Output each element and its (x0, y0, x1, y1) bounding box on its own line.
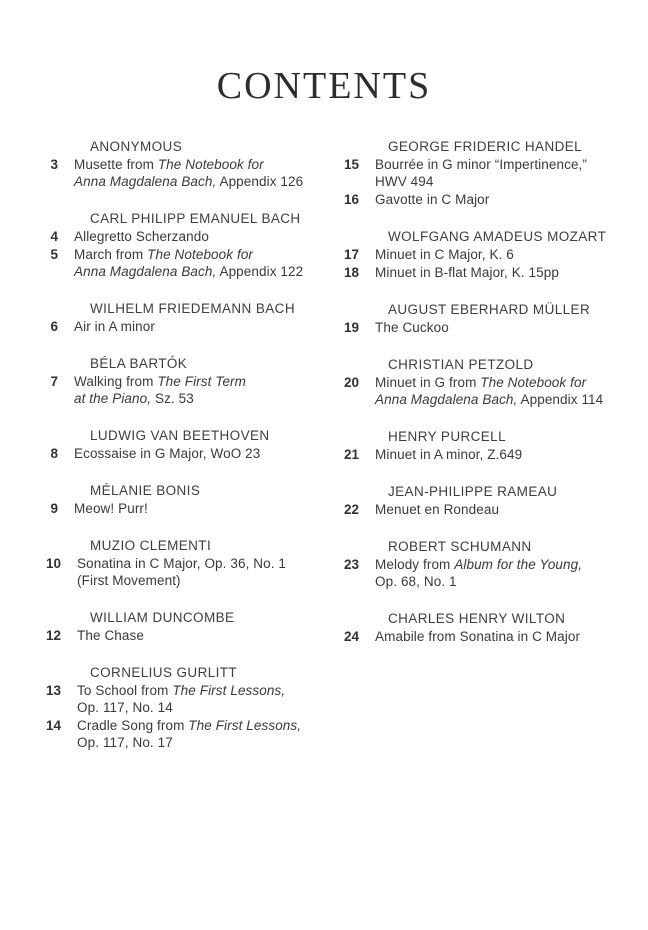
composer-heading: ANONYMOUS (90, 138, 183, 154)
toc-entry (46, 228, 324, 245)
entry-page-number: 7 (50, 373, 58, 389)
entry-page-number: 9 (50, 500, 58, 516)
composer-section (46, 482, 324, 517)
toc-entry (46, 682, 324, 716)
entry-title: The Cuckoo (375, 319, 449, 335)
composer-heading: GEORGE FRIDERIC HANDEL (388, 138, 583, 154)
toc-column-right (344, 138, 630, 771)
composer-heading: CORNELIUS GURLITT (90, 664, 238, 680)
composer-heading: WILLIAM DUNCOMBE (90, 609, 235, 625)
toc-entry (344, 628, 630, 645)
entry-title: Walking from The First Term at the Piano, Sz. 53 (74, 373, 246, 406)
toc-entry (46, 318, 324, 335)
composer-section (46, 355, 324, 407)
entry-page-number: 24 (344, 628, 360, 644)
toc-entry (46, 156, 324, 190)
composer-section (344, 228, 630, 281)
toc-columns (46, 138, 648, 771)
entry-title: The Chase (77, 627, 144, 643)
entry-title: Menuet en Rondeau (375, 501, 500, 517)
entry-page-number: 5 (50, 246, 58, 262)
composer-heading: CHRISTIAN PETZOLD (388, 356, 534, 372)
composer-section (344, 610, 630, 645)
entry-title-italic: The Notebook for (480, 374, 587, 390)
entry-title-italic: Album for the Young, (454, 556, 583, 572)
composer-section (344, 428, 630, 463)
entry-title: Cradle Song from The First Lessons, Op. 117, No. 17 (77, 717, 302, 750)
entry-page-number: 21 (344, 446, 360, 462)
entry-title: Musette from The Notebook for Anna Magdalena Bach, Appendix 126 (74, 156, 304, 189)
composer-section (46, 138, 324, 190)
entry-page-number: 3 (50, 156, 58, 172)
toc-column-left (46, 138, 324, 771)
composer-heading: MÉLANIE BONIS (90, 482, 201, 498)
page-title: CONTENTS (216, 65, 432, 107)
entry-title: Minuet in G from The Notebook for Anna Magdalena Bach, Appendix 114 (375, 374, 604, 407)
toc-entry (46, 246, 324, 280)
entry-page-number: 15 (344, 156, 360, 172)
composer-heading: WILHELM FRIEDEMANN BACH (90, 300, 295, 316)
entry-title-italic: The First Lessons, (172, 682, 286, 698)
composer-heading: AUGUST EBERHARD MÜLLER (388, 301, 591, 317)
entry-page-number: 20 (344, 374, 360, 390)
contents-page (0, 66, 648, 771)
entry-page-number: 19 (344, 319, 360, 335)
entry-title-italic: Anna Magdalena Bach, (74, 173, 217, 189)
toc-entry (344, 556, 630, 590)
entry-title: Minuet in B-flat Major, K. 15pp (375, 264, 559, 280)
toc-entry (344, 501, 630, 518)
entry-title: Bourrée in G minor “Impertinence,” HWV 494 (375, 156, 588, 189)
composer-section (344, 301, 630, 336)
entry-title-italic: at the Piano, (74, 390, 152, 406)
entry-page-number: 14 (46, 717, 62, 733)
composer-heading: BÉLA BARTÓK (90, 355, 188, 371)
entry-page-number: 22 (344, 501, 360, 517)
entry-title-italic: The First Term (157, 373, 246, 389)
composer-section (344, 356, 630, 408)
toc-entry (46, 555, 324, 589)
entry-title-italic: Anna Magdalena Bach, (375, 391, 518, 407)
entry-title: Allegretto Scherzando (74, 228, 209, 244)
composer-section (46, 537, 324, 589)
entry-title-italic: The Notebook for (157, 156, 264, 172)
toc-entry (344, 446, 630, 463)
entry-title: To School from The First Lessons, Op. 117, No. 14 (77, 682, 286, 715)
toc-entry (46, 445, 324, 462)
composer-heading: WOLFGANG AMADEUS MOZART (388, 228, 607, 244)
entry-title: March from The Notebook for Anna Magdalena Bach, Appendix 122 (74, 246, 304, 279)
entry-page-number: 10 (46, 555, 62, 571)
composer-heading: LUDWIG VAN BEETHOVEN (90, 427, 270, 443)
entry-title: Meow! Purr! (74, 500, 148, 516)
entry-title: Minuet in A minor, Z.649 (375, 446, 523, 462)
entry-page-number: 17 (344, 246, 360, 262)
composer-heading: ROBERT SCHUMANN (388, 538, 532, 554)
composer-heading: JEAN-PHILIPPE RAMEAU (388, 483, 558, 499)
entry-title: Air in A minor (74, 318, 155, 334)
toc-entry (344, 156, 630, 190)
toc-entry (344, 264, 630, 281)
composer-heading: MUZIO CLEMENTI (90, 537, 212, 553)
entry-page-number: 4 (50, 228, 58, 244)
entry-title-italic: Anna Magdalena Bach, (74, 263, 217, 279)
composer-section (46, 210, 324, 280)
entry-page-number: 6 (50, 318, 58, 334)
composer-section (46, 427, 324, 462)
toc-entry (46, 627, 324, 644)
toc-entry (344, 319, 630, 336)
composer-heading: HENRY PURCELL (388, 428, 506, 444)
toc-entry (344, 374, 630, 408)
entry-title: Ecossaise in G Major, WoO 23 (74, 445, 261, 461)
entry-title: Amabile from Sonatina in C Major (375, 628, 581, 644)
entry-title: Melody from Album for the Young, Op. 68, No. 1 (375, 556, 583, 589)
toc-entry (46, 373, 324, 407)
entry-page-number: 12 (46, 627, 62, 643)
entry-title-italic: The Notebook for (147, 246, 254, 262)
entry-page-number: 23 (344, 556, 360, 572)
entry-title: Sonatina in C Major, Op. 36, No. 1 (First Movement) (77, 555, 287, 588)
entry-page-number: 13 (46, 682, 62, 698)
composer-section (46, 609, 324, 644)
entry-page-number: 18 (344, 264, 360, 280)
toc-entry (344, 246, 630, 263)
entry-page-number: 16 (344, 191, 360, 207)
composer-section (344, 138, 630, 208)
composer-section (46, 300, 324, 335)
composer-section (344, 538, 630, 590)
composer-heading: CARL PHILIPP EMANUEL BACH (90, 210, 301, 226)
composer-heading: CHARLES HENRY WILTON (388, 610, 566, 626)
composer-section (344, 483, 630, 518)
entry-title: Minuet in C Major, K. 6 (375, 246, 514, 262)
entry-page-number: 8 (50, 445, 58, 461)
composer-section (46, 664, 324, 751)
entry-title-italic: The First Lessons, (188, 717, 302, 733)
entry-title: Gavotte in C Major (375, 191, 490, 207)
toc-entry (46, 500, 324, 517)
toc-entry (344, 191, 630, 208)
toc-entry (46, 717, 324, 751)
